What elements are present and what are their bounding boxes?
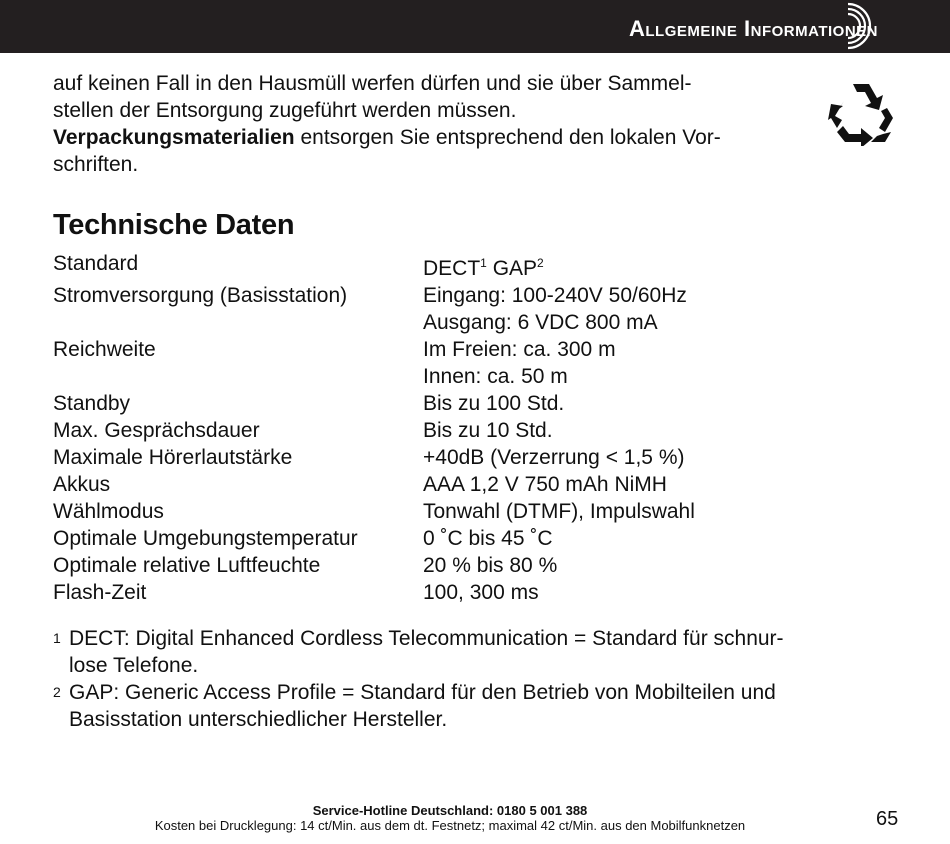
spec-row bbox=[53, 498, 695, 525]
intro-text bbox=[53, 70, 793, 178]
spec-label: Maximale Hörerlautstärke bbox=[53, 446, 293, 469]
spec-row bbox=[53, 417, 695, 444]
page-footer bbox=[0, 803, 900, 833]
footnote-mark: 2 bbox=[53, 684, 61, 700]
spec-label: Max. Gesprächsdauer bbox=[53, 419, 260, 442]
spec-row bbox=[53, 525, 695, 552]
intro-line-2: stellen der Entsorgung zugeführt werden müssen. bbox=[53, 99, 517, 122]
spec-row bbox=[53, 282, 695, 309]
spec-label: Flash-Zeit bbox=[53, 581, 147, 604]
spec-label: Standard bbox=[53, 252, 139, 275]
spec-row bbox=[53, 444, 695, 471]
spec-value: AAA 1,2 V 750 mAh NiMH bbox=[423, 473, 667, 496]
spec-label: Akkus bbox=[53, 473, 111, 496]
spec-label bbox=[53, 309, 423, 336]
spec-value: 0 ˚C bis 45 ˚C bbox=[423, 527, 553, 550]
spec-label: Standby bbox=[53, 392, 131, 415]
footnote-mark: 1 bbox=[53, 630, 61, 646]
spec-label: Reichweite bbox=[53, 338, 156, 361]
spec-row bbox=[53, 363, 695, 390]
spec-value: Ausgang: 6 VDC 800 mA bbox=[423, 311, 658, 334]
footnote-2 bbox=[53, 679, 893, 733]
service-hotline: Service-Hotline Deutschland: 0180 5 001 388 bbox=[312, 803, 588, 818]
recycle-icon bbox=[827, 80, 895, 146]
spec-label: Optimale relative Luftfeuchte bbox=[53, 554, 321, 577]
spec-row bbox=[53, 336, 695, 363]
spec-table bbox=[53, 250, 695, 606]
packaging-bold: Verpackungsmaterialien bbox=[53, 126, 295, 149]
section-title: Technische Daten bbox=[53, 209, 295, 241]
page-number: 65 bbox=[876, 808, 899, 830]
footnotes bbox=[53, 625, 893, 733]
footnote-text: GAP: Generic Access Profile = Standard für den Betrieb von Mobilteilen und Basisstation unterschiedlicher Hersteller. bbox=[69, 681, 776, 731]
concentric-rings-icon bbox=[826, 0, 906, 53]
spec-value: Innen: ca. 50 m bbox=[423, 365, 568, 388]
spec-label: Stromversorgung (Basisstation) bbox=[53, 284, 348, 307]
spec-label: Optimale Umgebungstemperatur bbox=[53, 527, 358, 550]
cost-note: Kosten bei Drucklegung: 14 ct/Min. aus dem dt. Festnetz; maximal 42 ct/Min. aus den Mobilfunknetzen bbox=[154, 818, 746, 833]
header-bar bbox=[0, 0, 950, 53]
header-title: Allgemeine Informationen bbox=[629, 16, 878, 41]
spec-value: Tonwahl (DTMF), Impulswahl bbox=[423, 500, 695, 523]
spec-value: +40dB (Verzerrung < 1,5 %) bbox=[423, 446, 685, 469]
spec-value: Im Freien: ca. 300 m bbox=[423, 338, 616, 361]
spec-value: Bis zu 10 Std. bbox=[423, 419, 553, 442]
intro-line-3: entsorgen Sie entsprechend den lokalen Vor- bbox=[294, 126, 721, 149]
spec-value: Eingang: 100-240V 50/60Hz bbox=[423, 284, 687, 307]
spec-value: Bis zu 100 Std. bbox=[423, 392, 565, 415]
spec-row bbox=[53, 552, 695, 579]
spec-label bbox=[53, 363, 423, 390]
spec-row bbox=[53, 250, 695, 282]
spec-row bbox=[53, 579, 695, 606]
spec-label: Wählmodus bbox=[53, 500, 164, 523]
spec-value: 100, 300 ms bbox=[423, 581, 539, 604]
footnote-1 bbox=[53, 625, 893, 679]
spec-value: 20 % bis 80 % bbox=[423, 554, 558, 577]
spec-row bbox=[53, 390, 695, 417]
spec-value: DECT$^1$ GAP$^2$ bbox=[423, 256, 544, 280]
spec-row bbox=[53, 471, 695, 498]
intro-line-4: schriften. bbox=[53, 153, 139, 176]
footnote-text: DECT: Digital Enhanced Cordless Telecommunication = Standard für schnur- lose Telefone. bbox=[69, 627, 784, 677]
intro-line-1: auf keinen Fall in den Hausmüll werfen dürfen und sie über Sammel- bbox=[53, 72, 692, 95]
spec-row bbox=[53, 309, 695, 336]
